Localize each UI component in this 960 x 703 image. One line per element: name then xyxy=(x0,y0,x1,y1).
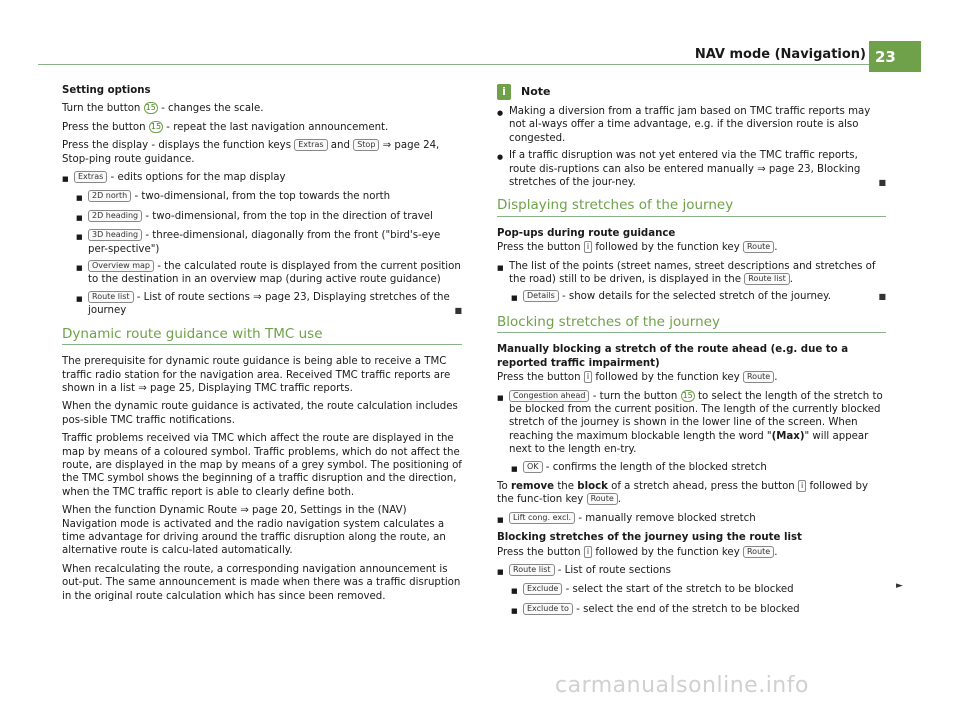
i-key: i xyxy=(798,480,806,492)
overview-map-key: Overview map xyxy=(88,260,154,272)
press-i-line: Press the button i followed by the function key Route . xyxy=(497,372,778,384)
i-key: i xyxy=(584,241,592,253)
route-list-key: Route list xyxy=(744,273,790,285)
watermark: carmanualsonline.info xyxy=(555,673,809,698)
settings-heading: Setting options xyxy=(62,85,151,96)
bullet-marker: ■ xyxy=(62,175,69,184)
2d-heading-key: 2D heading xyxy=(88,210,142,222)
i-key: i xyxy=(584,371,592,383)
note-label: Note xyxy=(521,85,551,99)
note-header xyxy=(497,84,886,100)
details-item: ■ Details - show details for the selected stretch of the journey. ■ xyxy=(511,291,886,303)
section-title-displaying-stretches: Displaying stretches of the journey xyxy=(497,199,886,216)
route-key: Route xyxy=(743,371,774,383)
section-end-marker: ■ xyxy=(454,306,462,316)
option-item: ■ 2D north - two-dimensional, from the top towards the north xyxy=(76,191,391,203)
remove-block-line: To remove the block of a stretch ahead, press the button i followed by the func-tion key Route . xyxy=(497,480,868,506)
stop-key: Stop xyxy=(353,139,379,151)
option-item: ■ 2D heading - two-dimensional, from the top in the direction of travel xyxy=(76,210,433,222)
note-item: ● Making a diversion from a traffic jam based on TMC traffic reports may not al-ways offer a time advantage, e.g. if the diversion route is also congested. xyxy=(497,106,871,144)
section-end-marker: ■ xyxy=(878,178,886,188)
details-key: Details xyxy=(523,290,559,302)
paragraph: When the dynamic route guidance is activated, the route calculation includes pos-sible TMC traffic notifications. xyxy=(62,401,458,426)
ok-key: OK xyxy=(523,461,543,473)
route-key: Route xyxy=(743,546,774,558)
exclude-key: Exclude xyxy=(523,583,562,595)
option-item: ■ 3D heading - three-dimensional, diagonally from the front ("bird's-eye per-spective") xyxy=(76,230,441,255)
lift-cong-excl-key: Lift cong. excl. xyxy=(509,512,575,524)
right-column xyxy=(497,84,886,622)
route-list-bullet: ■ Route list - List of route sections xyxy=(497,564,671,576)
continue-arrow-icon: ► xyxy=(896,581,903,591)
button-15-badge: 15 xyxy=(150,121,162,131)
extras-key: Extras xyxy=(74,171,107,183)
section-title-dynamic-route: Dynamic route guidance with TMC use xyxy=(62,328,462,345)
header-rule xyxy=(38,64,878,65)
congestion-bullet: ■ Congestion ahead - turn the button 15 to select the length of the stretch to be blocked from the current position. The length of the currently blocked stretch of the journey is shown in the lower line of the screen. When reaching the maximum blockable length the word "(Max)" will appear next to the length en-try. xyxy=(497,390,883,456)
paragraph: The prerequisite for dynamic route guidance is being able to receive a TMC traffic radio station for the navigation area. Received TMC traffic reports are shown in a list ⇒ page 25, Displaying TMC traffic reports. xyxy=(62,356,451,394)
section-title-blocking-stretches: Blocking stretches of the journey xyxy=(497,316,886,333)
route-list-key: Route list xyxy=(88,291,134,303)
3d-heading-key: 3D heading xyxy=(88,229,142,241)
map-display-options xyxy=(62,190,462,317)
paragraph: Traffic problems received via TMC which affect the route are displayed in the map by means of a coloured symbol. Traffic problems, which do not affect the route, are displayed in the map by means of a grey symbol. The positioning of the TMC symbol shows the beginning of a traffic disruption and the direction, when the TMC traffic report is able to clearly define both. xyxy=(62,433,462,498)
page-header-title: NAV mode (Navigation) xyxy=(694,47,866,62)
ok-item: ■ OK - confirms the length of the blocked stretch xyxy=(511,461,767,473)
paragraph: When recalculating the route, a corresponding navigation announcement is out-put. The same announcement is made when there was a traffic disruption in the original route calculation which has since been removed. xyxy=(62,563,461,602)
press-display-line: Press the display - displays the function keys Extras and Stop ⇒ page 24, Stop-ping route guidance. xyxy=(62,140,440,165)
page-number-tab: 23 xyxy=(869,41,921,72)
i-key: i xyxy=(584,546,592,558)
route-key: Route xyxy=(743,241,774,253)
extras-bullet: ■ Extras - edits options for the map display xyxy=(62,171,462,186)
press-i-line: Press the button i followed by the function key Route . xyxy=(497,546,778,558)
section-end-marker: ■ xyxy=(878,292,886,302)
option-item: ■ Route list - List of route sections ⇒ page 23, Displaying stretches of the journey ■ xyxy=(76,291,462,317)
2d-north-key: 2D north xyxy=(88,190,131,202)
using-route-list-heading: Blocking stretches of the journey using the route list xyxy=(497,532,802,544)
extras-key: Extras xyxy=(294,139,327,151)
paragraph: When the function Dynamic Route ⇒ page 20, Settings in the (NAV) Navigation mode is activated and the radio navigation system calculates a time advantage for driving around the traffic disruption along the route, an alternative route is calcu-lated automatically. xyxy=(62,505,446,557)
lift-bullet: ■ Lift cong. excl. - manually remove blocked stretch xyxy=(497,512,756,524)
route-list-bullet: ■ The list of the points (street names, street descriptions and stretches of the road) still to be driven, is displayed in the Route list . xyxy=(497,260,876,286)
button-15-badge: 15 xyxy=(682,390,693,400)
press-i-line: Press the button i followed by the function key Route . xyxy=(497,242,778,254)
exclude-to-item: ■ Exclude to - select the end of the stretch to be blocked xyxy=(511,603,800,615)
left-column xyxy=(62,84,462,608)
manual-block-heading: Manually blocking a stretch of the route ahead (e.g. due to a reported traffic impairment) xyxy=(497,344,849,369)
button-15-badge: 15 xyxy=(145,103,156,113)
congestion-ahead-key: Congestion ahead xyxy=(509,390,589,402)
press-button-line: Press the button 15 - repeat the last navigation announcement. xyxy=(62,121,389,133)
info-icon: i xyxy=(497,84,511,100)
exclude-item: ■ Exclude - select the start of the stretch to be blocked xyxy=(511,584,794,596)
popups-heading: Pop-ups during route guidance xyxy=(497,227,676,239)
turn-button-line: Turn the button 15 - changes the scale. xyxy=(62,103,264,115)
route-key: Route xyxy=(587,493,618,505)
exclude-to-key: Exclude to xyxy=(523,603,573,615)
option-item: ■ Overview map - the calculated route is displayed from the current position to the destination in an overview map (during active route guidance) xyxy=(76,261,461,286)
note-item: ● If a traffic disruption was not yet entered via the TMC traffic reports, route dis-ruptions can also be entered manually ⇒ page 23, Blocking stretches of the jour-ney. ■ xyxy=(497,150,886,189)
route-list-key: Route list xyxy=(509,564,555,576)
